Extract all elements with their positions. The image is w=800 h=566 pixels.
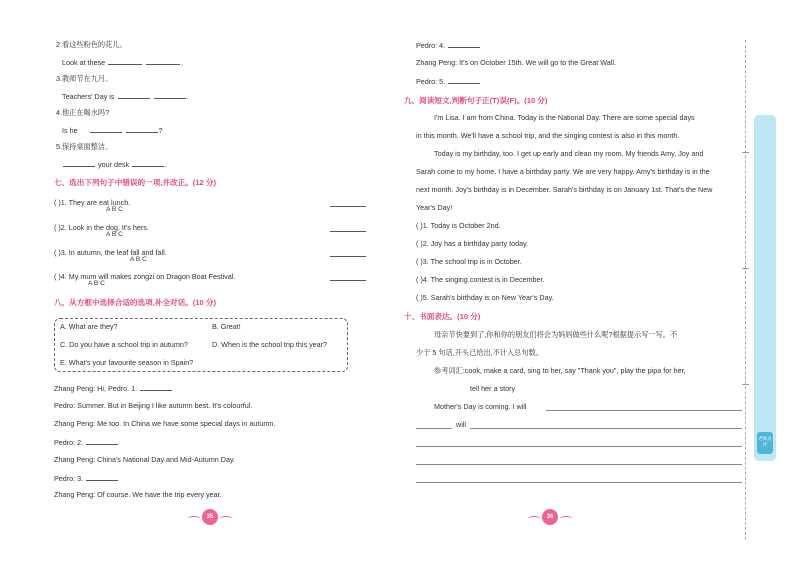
dialog-line: Pedro: 4. xyxy=(416,40,481,50)
q3-chinese: 3.教师节在九月。 xyxy=(56,74,113,83)
writing-line[interactable] xyxy=(470,427,742,429)
correction-line[interactable] xyxy=(330,230,366,232)
swirl-icon xyxy=(528,516,540,521)
q2-english: Look at these . xyxy=(62,58,184,67)
page-number: 36 xyxy=(542,509,558,525)
passage-line: next month. Joy's birthday is in December. Sarah's birthday is on January 1st. That's the New xyxy=(416,185,713,194)
answer-blank[interactable] xyxy=(86,437,118,445)
tf-item: ( )2. Joy has a birthday party today. xyxy=(416,239,529,248)
answer-blank[interactable] xyxy=(140,383,172,391)
section-8-title: 八、从方框中选择合适的选项,补全对话。(10 分) xyxy=(54,298,217,307)
q4-chinese: 4.他正在喝水吗? xyxy=(56,108,110,117)
error-item-1-options: A B C xyxy=(106,206,123,213)
teacher-comment-tag: 老师点评 xyxy=(757,432,773,454)
writing-line[interactable] xyxy=(416,463,742,465)
swirl-icon xyxy=(560,516,572,521)
answer-blank[interactable] xyxy=(154,91,186,99)
q2-chinese: 2.看这些粉色的花儿。 xyxy=(56,40,127,49)
answer-blank[interactable] xyxy=(146,57,180,65)
error-item-2-options: A B C xyxy=(106,231,123,238)
swirl-icon xyxy=(220,516,232,521)
tf-item: ( )3. The school trip is in October. xyxy=(416,257,522,266)
writing-will: will xyxy=(456,420,466,429)
answer-blank[interactable] xyxy=(448,40,480,48)
q5-chinese: 5.保持桌面整洁。 xyxy=(56,142,113,151)
option-c: C. Do you have a school trip in autumn? xyxy=(60,340,188,349)
binding-mark xyxy=(742,268,749,269)
section-10-title: 十、书面表达。(10 分) xyxy=(404,312,481,321)
dialog-line: Zhang Peng: China's National Day and Mid-Autumn Day. xyxy=(54,455,236,464)
answer-blank[interactable] xyxy=(86,473,118,481)
binding-mark xyxy=(742,384,749,385)
writing-start: Mother's Day is coming. I will xyxy=(434,402,527,411)
right-page xyxy=(400,0,745,566)
dialog-line: Zhang Peng: It's on October 15th. We will go to the Great Wall. xyxy=(416,58,616,67)
option-b: B. Great! xyxy=(212,322,241,331)
tf-item: ( )1. Today is October 2nd. xyxy=(416,221,501,230)
tf-item: ( )5. Sarah's birthday is on New Year's Day. xyxy=(416,293,554,302)
writing-line[interactable] xyxy=(546,409,742,411)
error-item-3: ( )3. In autumn, the leaf fall and fall. xyxy=(54,248,167,257)
reference-words: tell her a story xyxy=(470,384,516,393)
page-number: 35 xyxy=(202,509,218,525)
correction-line[interactable] xyxy=(330,279,366,281)
page-number-badge xyxy=(528,508,572,528)
dialog-line: Pedro: 3. xyxy=(54,473,119,483)
writing-line[interactable] xyxy=(416,445,742,447)
option-e: E. What's your favourite season in Spain? xyxy=(60,358,194,367)
binding-line xyxy=(745,40,747,540)
dialog-line: Zhang Peng: Me too. In China we have some special days in autumn. xyxy=(54,419,276,428)
writing-prompt: 少于 5 句话,开头已给出,不计入总句数。 xyxy=(416,348,543,357)
option-d: D. When is the school trip this year? xyxy=(212,340,328,349)
section-9-title: 九、阅读短文,判断句子正(T)误(F)。(10 分) xyxy=(404,96,548,105)
q4-english: Is he ? xyxy=(62,126,163,135)
swirl-icon xyxy=(188,516,200,521)
dialog-line: Pedro: 2. xyxy=(54,437,119,447)
answer-blank[interactable] xyxy=(132,159,164,167)
side-strip xyxy=(754,115,776,461)
answer-blank[interactable] xyxy=(126,125,158,133)
dialog-line: Zhang Peng: Hi, Pedro. 1. xyxy=(54,383,173,393)
dialog-line: Zhang Peng: Of course. We have the trip every year. xyxy=(54,490,222,499)
correction-line[interactable] xyxy=(330,205,366,207)
answer-blank[interactable] xyxy=(108,57,142,65)
error-item-4: ( )4. My mum will makes zongzi on Dragon Boat Festival. xyxy=(54,272,236,281)
error-item-1: ( )1. They are eat lunch. xyxy=(54,198,131,207)
answer-blank[interactable] xyxy=(90,125,122,133)
answer-blank[interactable] xyxy=(118,91,150,99)
binding-mark xyxy=(742,152,749,153)
option-a: A. What are they? xyxy=(60,322,118,331)
dialog-line: Pedro: 5. xyxy=(416,76,481,86)
dialog-line: Pedro: Summer. But in Beijing I like autumn best. It's colourful. xyxy=(54,401,253,410)
answer-blank[interactable] xyxy=(448,76,480,84)
section-7-title: 七、选出下列句子中错误的一项,并改正。(12 分) xyxy=(54,178,217,187)
writing-line[interactable] xyxy=(416,427,452,429)
page-number-badge xyxy=(188,508,232,528)
q5-english: your desk . xyxy=(62,159,167,169)
error-item-4-options: A B C xyxy=(88,280,105,287)
q3-english: Teachers' Day is . xyxy=(62,92,189,101)
tf-item: ( )4. The singing contest is in December. xyxy=(416,275,545,284)
writing-prompt: 母亲节快要到了,你和你的朋友们将会为妈妈做些什么呢?根据提示写一写。不 xyxy=(434,330,678,339)
error-item-3-options: A B C xyxy=(130,256,147,263)
passage-line: Today is my birthday, too. I get up early and clean my room. My friends Amy, Joy and xyxy=(434,149,704,158)
passage-line: I'm Lisa. I am from China. Today is the National Day. There are some special days xyxy=(434,113,695,122)
writing-line[interactable] xyxy=(416,481,742,483)
answer-blank[interactable] xyxy=(63,159,95,167)
error-item-2: ( )2. Look in the dog. It's hers. xyxy=(54,223,149,232)
reference-words: 参考词汇:cook, make a card, sing to her, say "Thank you", play the pipa for her, xyxy=(434,366,686,375)
passage-line: Sarah come to my home. I have a birthday party. We are very happy. Amy's birthday is in the xyxy=(416,167,710,176)
correction-line[interactable] xyxy=(330,255,366,257)
passage-line: in this month. We'll have a school trip, and the singing contest is also in this month. xyxy=(416,131,680,140)
passage-line: Year's Day! xyxy=(416,203,453,212)
